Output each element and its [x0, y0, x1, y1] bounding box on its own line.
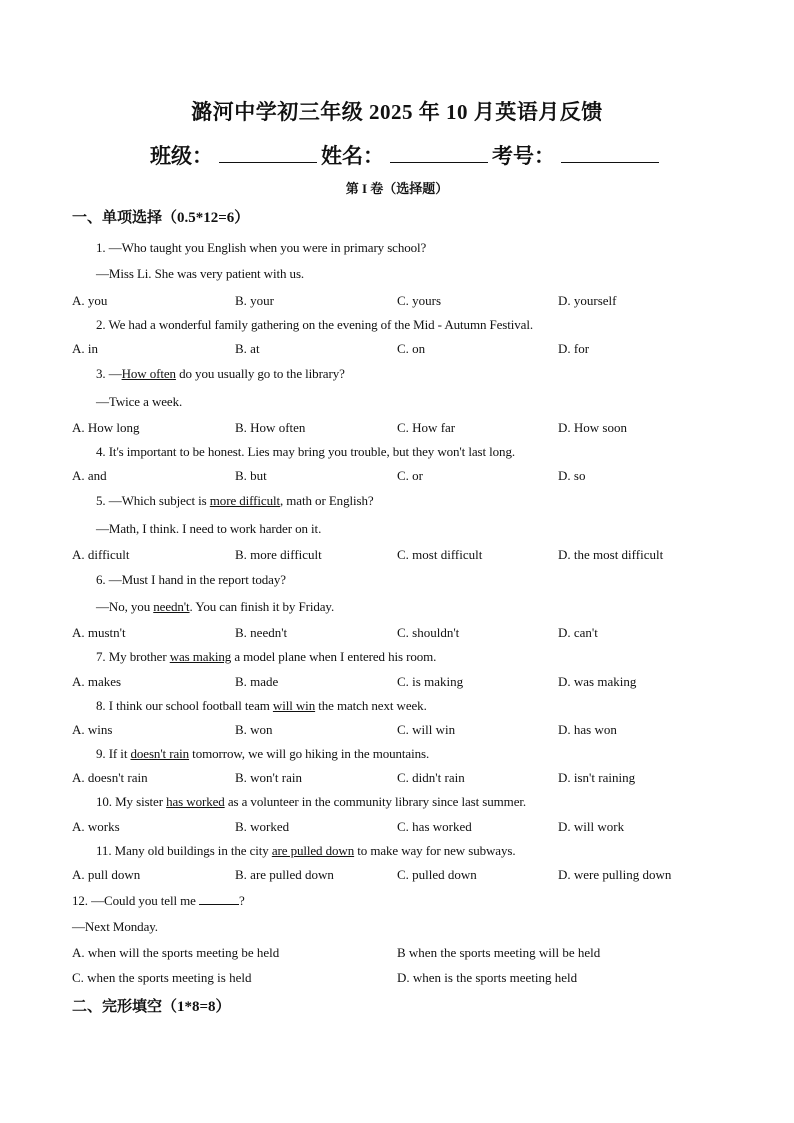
q11-underlined: are pulled down: [271, 843, 355, 858]
q5-underlined: more difficult: [209, 493, 280, 508]
q6-option-b[interactable]: B. needn't: [235, 625, 288, 640]
class-label: 班级：: [150, 144, 213, 168]
q9-stem: 9. If it doesn't rain tomorrow, we will go hiking in the mountains.: [96, 746, 430, 761]
q9-option-c[interactable]: C. didn't rain: [397, 770, 465, 785]
class-blank[interactable]: [219, 140, 317, 163]
q10-option-b[interactable]: B. worked: [235, 819, 290, 834]
q4-option-b[interactable]: B. but: [235, 468, 267, 483]
q10-option-d[interactable]: D. will work: [558, 819, 625, 834]
q6-reply: —No, you needn't. You can finish it by Friday.: [96, 599, 335, 614]
q10-option-a[interactable]: A. works: [72, 819, 120, 834]
q12-option-c[interactable]: C. when the sports meeting is held: [72, 970, 252, 985]
q3-option-b[interactable]: B. How often: [235, 420, 306, 435]
q3-underlined: How often: [121, 366, 176, 381]
q9-option-d[interactable]: D. isn't raining: [558, 770, 636, 785]
q6-stem: 6. —Must I hand in the report today?: [96, 572, 286, 587]
q12-blank: [199, 892, 239, 905]
q2-stem: 2. We had a wonderful family gathering on the evening of the Mid - Autumn Festival.: [96, 317, 534, 332]
q3-option-d[interactable]: D. How soon: [558, 420, 627, 435]
q4-option-a[interactable]: A. and: [72, 468, 107, 483]
q4-option-d[interactable]: D. so: [558, 468, 586, 483]
q1-reply: —Miss Li. She was very patient with us.: [96, 266, 305, 281]
q8-option-d[interactable]: D. has won: [558, 722, 617, 737]
exam-no-blank[interactable]: [561, 140, 659, 163]
q1-option-c[interactable]: C. yours: [397, 293, 442, 308]
q1-option-d[interactable]: D. yourself: [558, 293, 617, 308]
q7-underlined: was making: [169, 649, 232, 664]
exam-title: 潞河中学初三年级 2025 年 10 月英语月反馈: [191, 100, 603, 124]
q12-option-d[interactable]: D. when is the sports meeting held: [397, 970, 578, 985]
q7-option-d[interactable]: D. was making: [558, 674, 637, 689]
q11-stem: 11. Many old buildings in the city are pulled down to make way for new subways.: [96, 843, 516, 858]
q5-reply: —Math, I think. I need to work harder on it.: [96, 521, 322, 536]
q1-stem: 1. —Who taught you English when you were in primary school?: [96, 240, 427, 255]
q10-underlined: has worked: [166, 794, 225, 809]
q5-option-b[interactable]: B. more difficult: [235, 547, 322, 562]
name-label: 姓名：: [321, 144, 384, 168]
q8-option-c[interactable]: C. will win: [397, 722, 456, 737]
q9-option-b[interactable]: B. won't rain: [235, 770, 302, 785]
q7-option-c[interactable]: C. is making: [397, 674, 464, 689]
q11-option-d[interactable]: D. were pulling down: [558, 867, 672, 882]
q10-option-c[interactable]: C. has worked: [397, 819, 472, 834]
q10-stem: 10. My sister has worked as a volunteer in the community library since last summer.: [96, 794, 527, 809]
student-info-line: [150, 140, 663, 170]
exam-no-label: 考号：: [492, 144, 555, 168]
q1-option-a[interactable]: A. you: [72, 293, 108, 308]
q5-option-a[interactable]: A. difficult: [72, 547, 130, 562]
q1-option-b[interactable]: B. your: [235, 293, 274, 308]
q5-stem: 5. —Which subject is more difficult, math or English?: [96, 493, 374, 508]
q5-option-c[interactable]: C. most difficult: [397, 547, 483, 562]
part2-heading: 二、完形填空（1*8=8）: [72, 999, 231, 1015]
q9-option-a[interactable]: A. doesn't rain: [72, 770, 148, 785]
q11-option-b[interactable]: B. are pulled down: [235, 867, 334, 882]
q6-option-c[interactable]: C. shouldn't: [397, 625, 460, 640]
q2-option-b[interactable]: B. at: [235, 341, 260, 356]
q11-option-a[interactable]: A. pull down: [72, 867, 141, 882]
name-blank[interactable]: [390, 140, 488, 163]
q2-option-a[interactable]: A. in: [72, 341, 98, 356]
q5-option-d[interactable]: D. the most difficult: [558, 547, 664, 562]
q9-underlined: doesn't rain: [130, 746, 190, 761]
q2-option-c[interactable]: C. on: [397, 341, 426, 356]
q6-option-a[interactable]: A. mustn't: [72, 625, 126, 640]
q6-underlined: needn't: [153, 599, 190, 614]
q3-option-c[interactable]: C. How far: [397, 420, 456, 435]
q8-option-b[interactable]: B. won: [235, 722, 273, 737]
q3-stem: 3. —How often do you usually go to the library?: [96, 366, 345, 381]
q3-reply: —Twice a week.: [96, 394, 183, 409]
part1-heading: 一、单项选择（0.5*12=6）: [72, 210, 250, 226]
q4-stem: 4. It's important to be honest. Lies may bring you trouble, but they won't last long.: [96, 444, 515, 459]
q12-option-b[interactable]: B when the sports meeting will be held: [397, 945, 601, 960]
q3-option-a[interactable]: A. How long: [72, 420, 140, 435]
q12-reply: —Next Monday.: [72, 919, 158, 934]
q7-option-b[interactable]: B. made: [235, 674, 279, 689]
q12-stem: 12. —Could you tell me ?: [72, 893, 245, 908]
q8-option-a[interactable]: A. wins: [72, 722, 113, 737]
q7-stem: 7. My brother was making a model plane when I entered his room.: [96, 649, 437, 664]
q6-option-d[interactable]: D. can't: [558, 625, 598, 640]
q7-option-a[interactable]: A. makes: [72, 674, 122, 689]
q11-option-c[interactable]: C. pulled down: [397, 867, 477, 882]
q2-option-d[interactable]: D. for: [558, 341, 590, 356]
q12-option-a[interactable]: A. when will the sports meeting be held: [72, 945, 280, 960]
q8-underlined: will win: [272, 698, 316, 713]
section-title: 第 I 卷（选择题）: [345, 181, 449, 196]
q4-option-c[interactable]: C. or: [397, 468, 423, 483]
q8-stem: 8. I think our school football team will win the match next week.: [96, 698, 427, 713]
